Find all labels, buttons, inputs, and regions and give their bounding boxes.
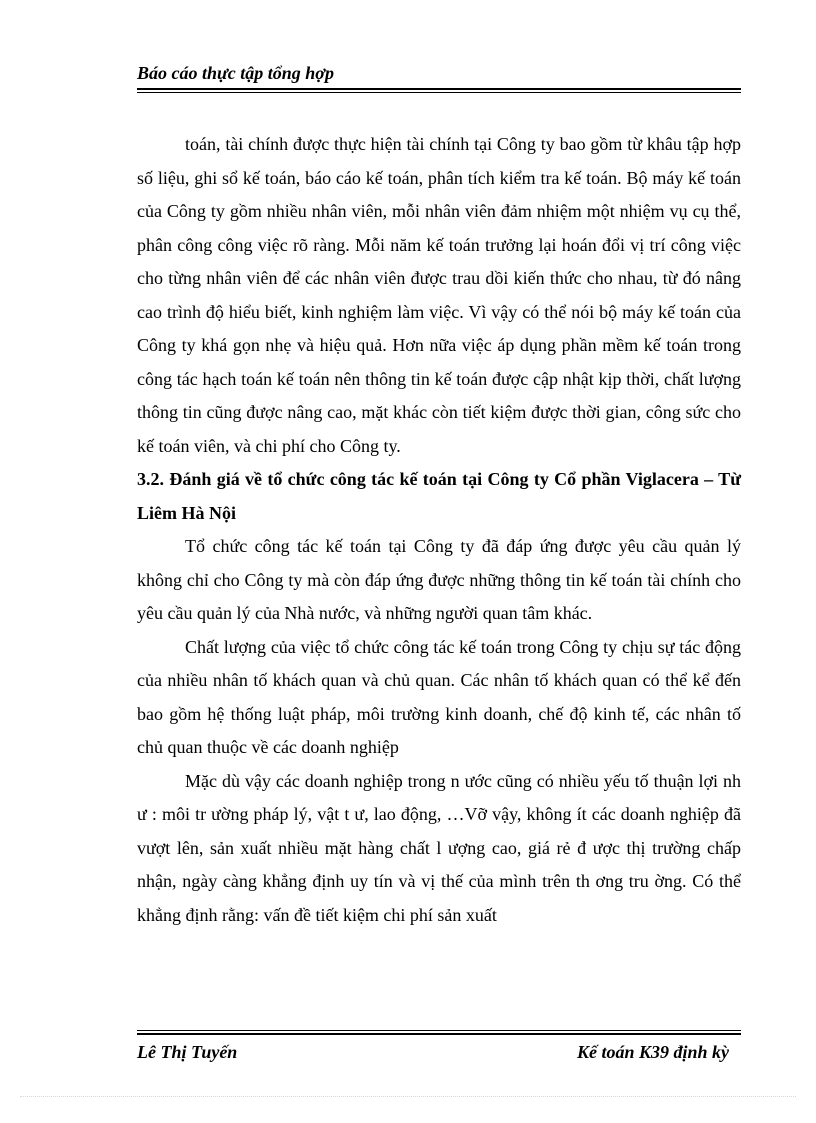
footer-author: Lê Thị Tuyến bbox=[137, 1042, 238, 1062]
footer-class-label: Kế toán K39 định kỳ bbox=[576, 1042, 729, 1062]
body-paragraph: toán, tài chính được thực hiện tài chính tại Công ty bao gồm từ khâu tập hợp số liệu, ghi sổ kế toán, báo cáo kế toán, phân tích kiểm tra kế toán. Bộ máy kế toán của Công ty gồm nhiều nhân viên, mỗi nhân viên đảm nhiệm một nhiệm vụ cụ thể, phân công công việc rõ ràng. Mỗi năm kế toán trưởng lại hoán đổi vị trí công việc cho từng nhân viên để các nhân viên được trau dồi kiến thức cho nhau, từ đó nâng cao trình độ hiểu biết, kinh nghiệm làm việc. Vì vậy có thể nói bộ máy kế toán của Công ty khá gọn nhẹ và hiệu quả. Hơn nữa việc áp dụng phần mềm kế toán trong công tác hạch toán kế toán nên thông tin kế toán được cập nhật kịp thời, chất lượng thông tin cũng được nâng cao, mặt khác còn tiết kiệm được thời gian, công sức cho kế toán viên, và chi phí cho Công ty. bbox=[137, 134, 741, 456]
footer-row bbox=[137, 1041, 741, 1063]
page-header bbox=[137, 62, 741, 93]
header-rule-thin bbox=[137, 92, 741, 93]
footer-rule-thick bbox=[137, 1033, 741, 1035]
page-footer bbox=[137, 1030, 741, 1063]
header-title: Báo cáo thực tập tổng hợp bbox=[137, 63, 334, 83]
section-heading: 3.2. Đánh giá về tổ chức công tác kế toán tại Công ty Cổ phần Viglacera – Từ Liêm Hà Nội bbox=[137, 469, 741, 523]
page-edge-divider bbox=[20, 1096, 796, 1097]
body-paragraph: Tổ chức công tác kế toán tại Công ty đã đáp ứng được yêu cầu quản lý không chỉ cho Công ty mà còn đáp ứng được những thông tin kế toán tài chính cho yêu cầu quản lý của Nhà nước, và những người quan tâm khác. bbox=[137, 536, 741, 623]
body-paragraph: Chất lượng của việc tổ chức công tác kế toán trong Công ty chịu sự tác động của nhiều nhân tố khách quan và chủ quan. Các nhân tố khách quan có thể kể đến bao gồm hệ thống luật pháp, môi trường kinh doanh, chế độ kinh tế, các nhân tố chủ quan thuộc về các doanh nghiệp bbox=[137, 636, 741, 757]
document-body bbox=[137, 128, 741, 932]
body-paragraph: Mặc dù vậy các doanh nghiệp trong n ước cũng có nhiều yếu tố thuận lợi nh ư : môi tr ường pháp lý, vật t ư, lao động, …Vỡ vậy, không ít các doanh nghiệp đã vượt lên, sản xuất nhiều mặt hàng chất l ượng cao, giá rẻ đ ược thị trường chấp nhận, ngày càng khẳng định uy tín và vị thế của mình trên th ơng tru ờng. Có thể khẳng định rằng: vấn đề tiết kiệm chi phí sản xuất bbox=[137, 770, 741, 925]
